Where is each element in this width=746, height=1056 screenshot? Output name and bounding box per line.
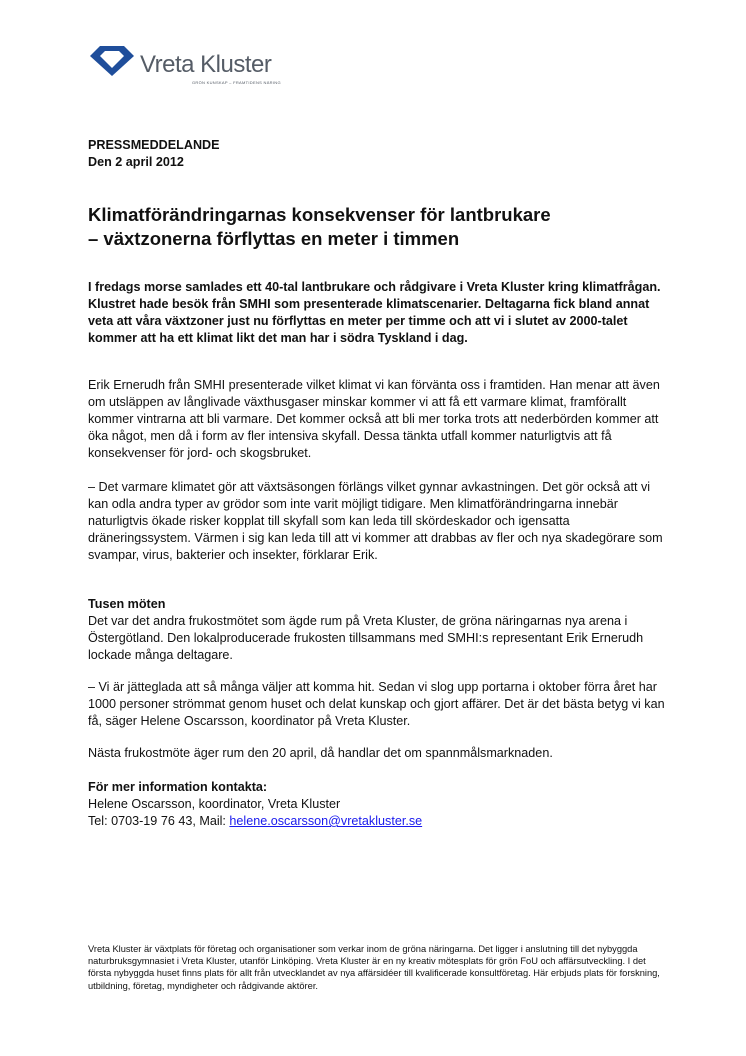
contact-block (88, 779, 668, 830)
logo-tagline: GRÖN KUNSKAP – FRAMTIDENS NÄRING (192, 80, 281, 85)
footer-text: Vreta Kluster är växtplats för företag och organisationer som verkar inom de gröna näringarna. Det ligger i anslutning till det nybyggda naturbruksgymnasiet i Vreta Kluster, utanför Linköping. Vreta Kluster är en ny kreativ mötesplats för grön FoU och affärsutveckling. I det första nybyggda huset finns plats för allt från utvecklandet av nya affärsidéer till kvalificerade konsultföretag. Här erbjuds plats för forskning, utbildning, företag, myndigheter och rådgivande aktörer. (88, 944, 660, 991)
email-link[interactable]: helene.oscarsson@vretakluster.se (229, 814, 423, 828)
headline (88, 203, 668, 251)
press-header (88, 137, 668, 171)
contact-line (88, 813, 668, 830)
section-subheading: Tusen möten (88, 597, 166, 611)
diamond-logo-icon (88, 44, 136, 78)
body-paragraph-4: – Vi är jätteglada att så många väljer att komma hit. Sedan vi slog upp portarna i oktober förra året har 1000 personer strömmat genom huset och delat kunskap och gjort affärer. Det är det bästa betyg vi kan få, säger Helene Oscarsson, koordinator på Vreta Kluster. (88, 680, 665, 728)
body-paragraph-2: – Det varmare klimatet gör att växtsäsongen förlängs vilket gynnar avkastningen. Det gör också att vi kan odla andra typer av grödor som inte varit möjligt tidigare. Men klimatförändringarna innebär naturligtvis ökade risker kopplat till skyfall som kan leda till skördeskador och igensatta dräneringssystem. Värmen i sig kan leda till att vi kommer att drabbas av fler och nya skadegörare som svampar, virus, bakterier och insekter, förklarar Erik. (88, 480, 663, 562)
body-paragraph-5: Nästa frukostmöte äger rum den 20 april, då handlar det om spannmålsmarknaden. (88, 746, 553, 760)
contact-person: Helene Oscarsson, koordinator, Vreta Kluster (88, 797, 341, 811)
press-release-label: PRESSMEDDELANDE (88, 138, 220, 152)
contact-heading: För mer information kontakta: (88, 780, 268, 794)
headline-line-2: – växtzonerna förflyttas en meter i timmen (88, 228, 460, 249)
headline-line-1: Klimatförändringarnas konsekvenser för lantbrukare (88, 204, 551, 225)
contact-tel: Tel: 0703-19 76 43, Mail: (88, 814, 230, 828)
press-date: Den 2 april 2012 (88, 155, 184, 169)
vreta-kluster-logo (88, 44, 308, 90)
logo-name: Vreta Kluster (140, 51, 272, 78)
body-paragraph-3: Det var det andra frukostmötet som ägde rum på Vreta Kluster, de gröna näringarnas nya arena i Östergötland. Den lokalproducerade frukosten tillsammans med SMHI:s representant Erik Ernerudh lockade många deltagare. (88, 614, 644, 662)
lead-paragraph: I fredags morse samlades ett 40-tal lantbrukare och rådgivare i Vreta Kluster kring klimatfrågan. Klustret hade besök från SMHI som presenterade klimatscenarier. Deltagarna fick bland annat veta att våra växtzoner just nu förflyttas en meter per timme och att vi i slutet av 2000-talet kommer att ha ett klimat likt det man har i södra Tyskland i dag. (88, 280, 661, 345)
section-tusen-moten (88, 596, 668, 664)
body-paragraph-1: Erik Ernerudh från SMHI presenterade vilket klimat vi kan förvänta oss i framtiden. Han menar att även om utsläppen av långlivade växthusgaser minskar kommer vi att få ett varmare klimat, framförallt kommer vintrarna att bli varmare. Det kommer också att bli mer torka trots att nederbörden kommer att öka något, men då i form av fler intensiva skyfall. Dessa tänkta utfall kommer naturligtvis att få konsekvenser för jord- och skogsbruket. (88, 378, 660, 460)
